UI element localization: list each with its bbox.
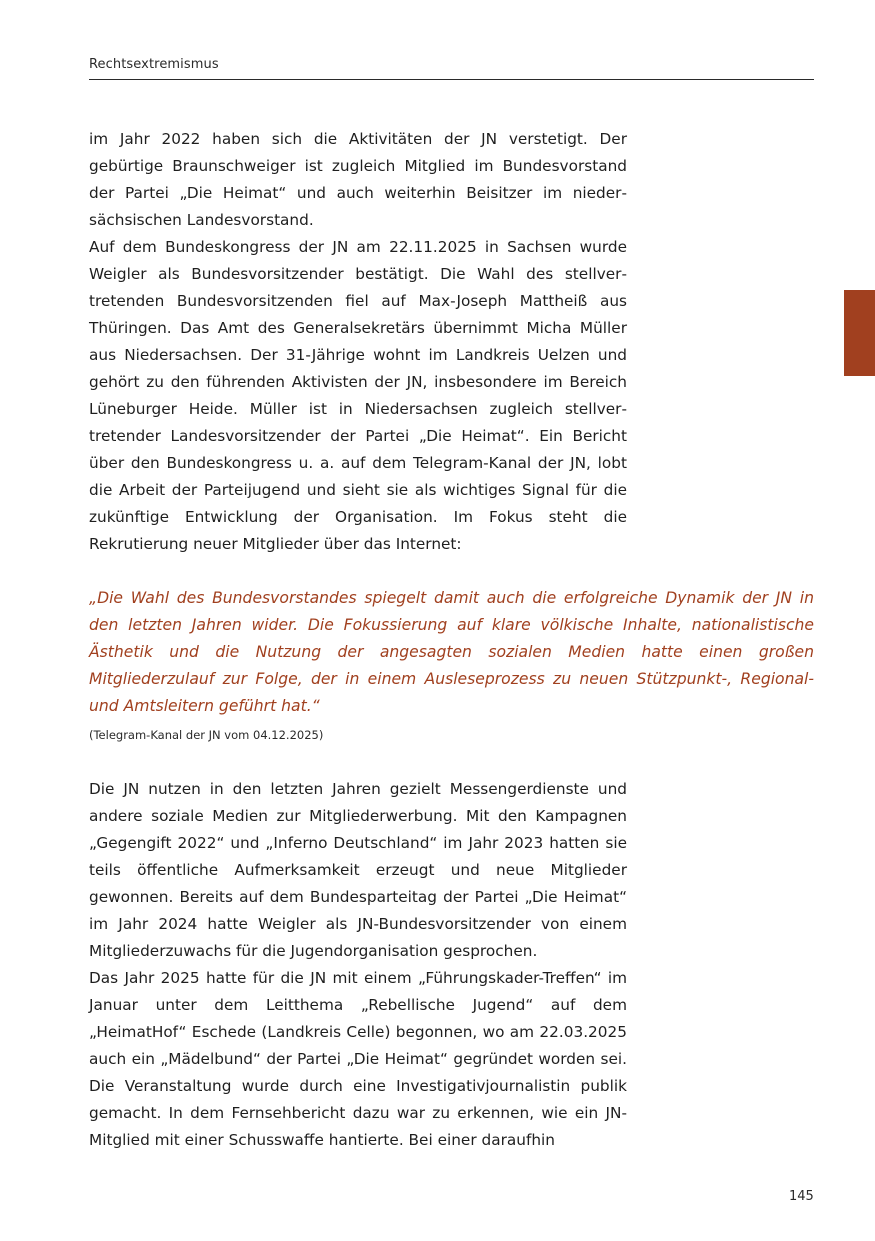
paragraph: Die JN nutzen in den letzten Jahren gezielt Messengerdienste und andere soziale Medien zur Mitgliederwerbung. Mit den Kampagnen „Gegengift 2022“ und „Inferno Deutschland“ im Jahr 2023 hatten sie teils öffentliche Aufmerksamkeit erzeugt und neue Mitglieder gewonnen. Bereits auf dem Bundesparteitag der Partei „Die Heimat“ im Jahr 2024 hatte Weigler als JN-Bundesvorsitzender von einem Mitgliederzuwachs für die Jugendorganisation gesprochen. [89, 780, 627, 960]
paragraph: Das Jahr 2025 hatte für die JN mit einem „Führungskader-Treffen“ im Januar unter dem Leitthema „Rebellische Jugend“ auf dem „HeimatHof“ Eschede (Landkreis Celle) begonnen, wo am 22.03.2025 auch ein „Mädelbund“ der Partei „Die Heimat“ gegründet worden sei. Die Veranstaltung wurde durch eine Investigativjournalistin publik gemacht. In dem Fernsehbericht dazu war zu erkennen, wie ein JN-Mitglied mit einer Schusswaffe hantierte. Bei einer daraufhin [89, 969, 627, 1149]
running-header: Rechtsextremismus [89, 57, 219, 72]
chapter-thumb-tab [844, 290, 875, 376]
body-text-top [89, 126, 627, 558]
paragraph: Auf dem Bundeskongress der JN am 22.11.2025 in Sachsen wurde Weigler als Bundesvorsitzender bestätigt. Die Wahl des stellvertretenden Bundesvorsitzenden fiel auf Max-Joseph Mattheiß aus Thüringen. Das Amt des Generalsekretärs übernimmt Micha Müller aus Niedersachsen. Der 31-Jährige wohnt im Landkreis Uelzen und gehört zu den führenden Aktivisten der JN, insbesondere im Bereich Lüneburger Heide. Müller ist in Niedersachsen zugleich stellvertretender Landesvorsitzender der Partei „Die Heimat“. Ein Bericht über den Bundeskongress u. a. auf dem Telegram-Kanal der JN, lobt die Arbeit der Parteijugend und sieht sie als wichtiges Signal für die zukünftige Entwicklung der Organisation. Im Fokus steht die Rekrutierung neuer Mitglieder über das Internet: [89, 238, 627, 553]
quote-source: (Telegram-Kanal der JN vom 04.12.2025) [89, 728, 324, 742]
page-number: 145 [789, 1189, 814, 1204]
paragraph: im Jahr 2022 haben sich die Aktivitäten der JN verstetigt. Der gebürtige Braunschweiger ist zugleich Mitglied im Bundesvorstand der Partei „Die Heimat“ und auch weiterhin Beisitzer im niedersächsischen Landesvorstand. [89, 130, 627, 229]
block-quote: „Die Wahl des Bundesvorstandes spiegelt damit auch die erfolgreiche Dynamik der JN in den letzten Jahren wider. Die Fokussierung auf klare völkische Inhalte, nationalistische Ästhetik und die Nutzung der angesagten sozialen Medien hatte einen großen Mitgliederzulauf zur Folge, der in einem Ausleseprozess zu neuen Stützpunkt-, Regional- und Amtsleitern geführt hat.“ [89, 589, 814, 715]
body-text-bottom [89, 776, 627, 1154]
header-rule [89, 79, 814, 80]
